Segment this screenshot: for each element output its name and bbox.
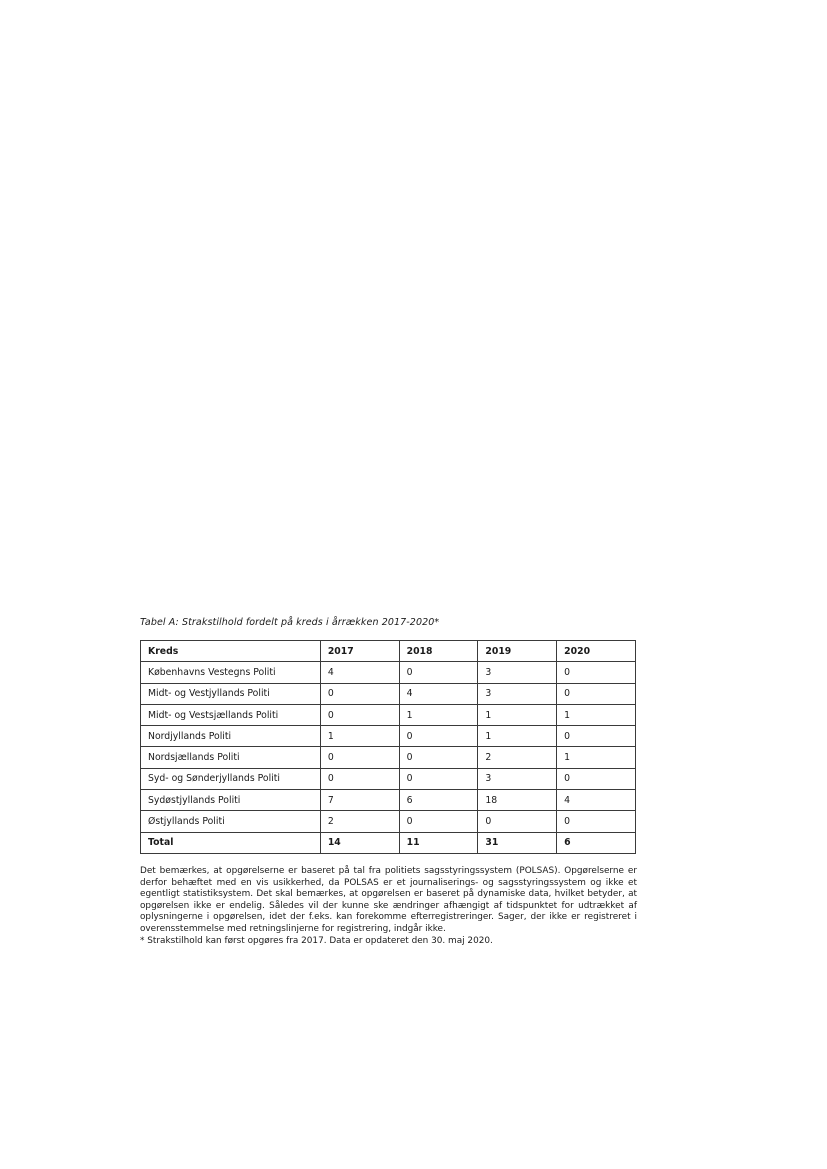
table-header-row <box>141 641 636 662</box>
header-2019: 2019 <box>478 641 557 662</box>
row-value: 1 <box>557 704 636 725</box>
total-value: 6 <box>557 832 636 853</box>
row-value: 0 <box>557 726 636 747</box>
row-kreds: Syd- og Sønderjyllands Politi <box>141 768 321 789</box>
row-value: 1 <box>320 726 399 747</box>
row-value: 0 <box>320 704 399 725</box>
row-value: 0 <box>478 811 557 832</box>
table-row <box>141 811 636 832</box>
footnote: * Strakstilhold kan først opgøres fra 2017. Data er opdateret den 30. maj 2020. <box>140 935 493 946</box>
notes-paragraph: Det bemærkes, at opgørelserne er baseret på tal fra politiets sagsstyringssystem (POLSAS). Opgørelserne er derfor behæftet med en vis usikkerhed, da POLSAS er et journaliserings- og sagsstyringssystem og ikke et egentligt statistiksystem. Det skal bemærkes, at opgørelsen er baseret på dynamiske data, hvilket betyder, at opgørelsen ikke er endelig. Således vil der kunne ske ændringer afhængigt af tidspunktet for udtrækket af oplysningerne i opgørelsen, idet der f.eks. kan forekomme efterregistreringer. Sager, der ikke er registreret i overensstemmelse med retningslinjerne for registrering, indgår ikke. <box>140 866 637 934</box>
row-value: 7 <box>320 790 399 811</box>
total-value: 31 <box>478 832 557 853</box>
table-row <box>141 747 636 768</box>
table-row <box>141 790 636 811</box>
row-value: 4 <box>557 790 636 811</box>
row-value: 0 <box>557 662 636 683</box>
table-row <box>141 683 636 704</box>
row-value: 6 <box>399 790 478 811</box>
row-kreds: Nordjyllands Politi <box>141 726 321 747</box>
strakstilhold-table <box>140 640 636 854</box>
header-2018: 2018 <box>399 641 478 662</box>
total-value: 14 <box>320 832 399 853</box>
row-value: 0 <box>557 768 636 789</box>
row-value: 1 <box>557 747 636 768</box>
total-label: Total <box>141 832 321 853</box>
table-row <box>141 704 636 725</box>
row-value: 0 <box>399 726 478 747</box>
row-value: 0 <box>320 683 399 704</box>
row-value: 0 <box>399 811 478 832</box>
table-row <box>141 726 636 747</box>
table-notes <box>140 866 637 947</box>
total-value: 11 <box>399 832 478 853</box>
table-row <box>141 768 636 789</box>
row-value: 1 <box>399 704 478 725</box>
table-total-row <box>141 832 636 853</box>
row-kreds: Københavns Vestegns Politi <box>141 662 321 683</box>
row-value: 0 <box>557 683 636 704</box>
header-2017: 2017 <box>320 641 399 662</box>
row-value: 0 <box>320 747 399 768</box>
table-caption: Tabel A: Strakstilhold fordelt på kreds i årrækken 2017-2020* <box>140 617 440 628</box>
row-value: 0 <box>320 768 399 789</box>
row-value: 1 <box>478 704 557 725</box>
row-kreds: Nordsjællands Politi <box>141 747 321 768</box>
row-value: 4 <box>320 662 399 683</box>
row-value: 4 <box>399 683 478 704</box>
header-kreds: Kreds <box>141 641 321 662</box>
row-value: 0 <box>399 747 478 768</box>
row-value: 0 <box>557 811 636 832</box>
row-value: 0 <box>399 662 478 683</box>
row-kreds: Østjyllands Politi <box>141 811 321 832</box>
row-value: 3 <box>478 662 557 683</box>
header-2020: 2020 <box>557 641 636 662</box>
row-value: 2 <box>320 811 399 832</box>
row-value: 18 <box>478 790 557 811</box>
row-value: 0 <box>399 768 478 789</box>
row-value: 3 <box>478 683 557 704</box>
row-value: 3 <box>478 768 557 789</box>
row-value: 2 <box>478 747 557 768</box>
row-value: 1 <box>478 726 557 747</box>
row-kreds: Midt- og Vestsjællands Politi <box>141 704 321 725</box>
table-row <box>141 662 636 683</box>
row-kreds: Midt- og Vestjyllands Politi <box>141 683 321 704</box>
row-kreds: Sydøstjyllands Politi <box>141 790 321 811</box>
